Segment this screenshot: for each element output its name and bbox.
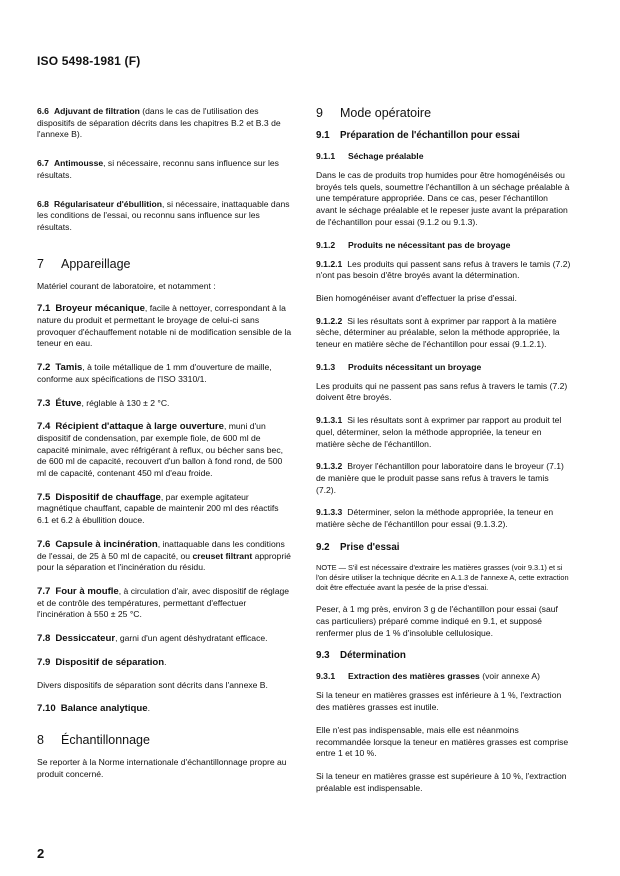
section-9-3-1-p2: Elle n'est pas indispensable, mais elle est néanmoins recommandée lorsque la teneur en matières grasses est comprise entre 1 et 10 %. xyxy=(316,724,569,759)
section-9-1-2-2: 9.1.2.2 Si les résultats sont à exprimer par rapport à la matière sèche, déterminer au préalable, selon la méthode appropriée, la teneur en matière sèche de l'échantillon pour essai (9.1.2.1). xyxy=(316,315,560,350)
section-9-1-3-heading: 9.1.3 Produits nécessitant un broyage xyxy=(316,361,482,372)
section-7-9: 7.9 Dispositif de séparation. xyxy=(37,656,167,668)
section-9-1-2-heading: 9.1.2 Produits ne nécessitant pas de broyage xyxy=(316,239,511,250)
section-7-5: 7.5 Dispositif de chauffage, par exemple agitateur magnétique chauffant, capable de maintenir 200 ml des réactifs 6.1 et 6.2 à ébullition douce. xyxy=(37,491,279,526)
section-7-heading: 7 Appareillage xyxy=(37,256,131,271)
section-9-1-3-2: 9.1.3.2 Broyer l'échantillon pour laboratoire dans le broyeur (7.1) de manière que le produit passe sans refus à travers le tamis (7.2). xyxy=(316,461,564,495)
section-9-1-2-1-text: Bien homogénéiser avant d'effectuer la prise d'essai. xyxy=(316,292,517,303)
section-8-heading: 8 Échantillonnage xyxy=(37,732,150,747)
section-9-3-1-p3: Si la teneur en matières grasse est supérieure à 10 %, l'extraction préalable est indispensable. xyxy=(316,771,567,793)
section-9-1-3-text: Les produits qui ne passent pas sans refus à travers le tamis (7.2) doivent être broyés. xyxy=(316,380,568,403)
left-column xyxy=(37,106,292,791)
section-9-3-1-p1: Si la teneur en matières grasses est inférieure à 1 %, l'extraction des matières grasses est inutile. xyxy=(316,690,562,713)
section-9-1-1-heading: 9.1.1 Séchage préalable xyxy=(316,151,424,161)
section-9-3-heading: 9.3 Détermination xyxy=(316,650,406,662)
page-number: 2 xyxy=(37,846,45,861)
right-column xyxy=(316,106,571,805)
section-9-2-note: NOTE — S'il est nécessaire d'extraire les matières grasses (voir 9.3.1) et si l'on désire utiliser la technique décrite en A.1.3 de l'annexe A, cette extraction doit être effectuée avant la pesée de la prise d'essai. xyxy=(316,562,569,593)
section-9-1-1-text: Dans le cas de produits trop humides pour être homogénéisés ou broyés tels quels, soumettre l'échantillon à un séchage préalable à une température appropriée. Dans ce cas, peser l'échantillon avant le séchage préalable et le repeser juste avant la préparation de l'échantillon pour essai (9.1.2 ou 9.1.3). xyxy=(316,170,570,227)
section-9-1-3-1: 9.1.3.1 Si les résultats sont à exprimer par rapport au produit tel quel, déterminer, selon la méthode appropriée, la teneur en matière sèche de l'échantillon. xyxy=(316,415,562,449)
section-7-intro: Matériel courant de laboratoire, et notamment : xyxy=(37,280,216,291)
section-9-1-3-3: 9.1.3.3 Déterminer, selon la méthode appropriée, la teneur en matière sèche de l'échantillon pour essai (9.1.3.2). xyxy=(316,507,554,530)
section-8-text: Se reporter à la Norme internationale d'échantillonnage propre au produit concerné. xyxy=(37,756,287,779)
section-7-6: 7.6 Capsule à incinération, inattaquable dans les conditions de l'essai, de 25 à 50 ml de capacité, ou creuset filtrant approprié pour la séparation et l'incinération du résidu. xyxy=(37,538,291,573)
section-7-7: 7.7 Four à moufle, à circulation d'air, avec dispositif de réglage et de contrôle des températures, permettant d'effectuer l'incinération à 550 ± 25 °C. xyxy=(37,585,290,620)
section-7-1: 7.1 Broyeur mécanique, facile à nettoyer, correspondant à la nature du produit et permettant le broyage de celui-ci sans provoquer d'échauffement notable ni de modification sensible de la teneur en eau. xyxy=(37,303,292,349)
section-7-4: 7.4 Récipient d'attaque à large ouverture, muni d'un dispositif de condensation, par exemple fiole, de 600 ml de capacité minimale, avec réfrigérant à reflux, ou bécher sans bec, de 600 ml de capacité, recouvert d'un ballon à fond rond, de 500 ml de capacité, contenant 450 ml d'eau froide. xyxy=(37,421,284,479)
section-7-9-text: Divers dispositifs de séparation sont décrits dans l'annexe B. xyxy=(37,679,268,690)
section-9-heading: 9 Mode opératoire xyxy=(316,106,432,120)
section-9-1-heading: 9.1 Préparation de l'échantillon pour essai xyxy=(316,130,520,141)
section-7-3: 7.3 Étuve, réglable à 130 ± 2 °C. xyxy=(37,397,170,409)
document-header: ISO 5498-1981 (F) xyxy=(37,54,141,68)
section-9-3-1-heading: 9.3.1 Extraction des matières grasses (voir annexe A) xyxy=(316,671,541,682)
section-6-7: 6.7 Antimousse, si nécessaire, reconnu sans influence sur les résultats. xyxy=(37,158,279,180)
section-9-2-text: Peser, à 1 mg près, environ 3 g de l'échantillon pour essai (sauf cas particuliers) préparé comme indiqué en 9.1, et supposé renfermer plus de 1 % d'insoluble cellulosique. xyxy=(316,604,558,638)
section-6-8: 6.8 Régularisateur d'ébullition, si nécessaire, inattaquable dans les conditions de l'essai, ou reconnu sans influence sur les résultats. xyxy=(37,198,290,232)
section-7-2: 7.2 Tamis, à toile métallique de 1 mm d'ouverture de maille, conforme aux spécifications de l'ISO 3310/1. xyxy=(37,362,272,384)
section-9-2-heading: 9.2 Prise d'essai xyxy=(316,541,400,553)
section-9-1-2-1: 9.1.2.1 Les produits qui passent sans refus à travers le tamis (7.2) n'ont pas besoin d'être broyés avant la détermination. xyxy=(316,258,571,281)
section-6-6: 6.6 Adjuvant de filtration (dans le cas de l'utilisation des dispositifs de séparation décrits dans les chapitres B.2 et B.3 de l'annexe B). xyxy=(37,106,281,140)
section-7-8: 7.8 Dessiccateur, garni d'un agent déshydratant efficace. xyxy=(37,633,268,645)
section-7-10: 7.10 Balance analytique. xyxy=(37,703,150,715)
